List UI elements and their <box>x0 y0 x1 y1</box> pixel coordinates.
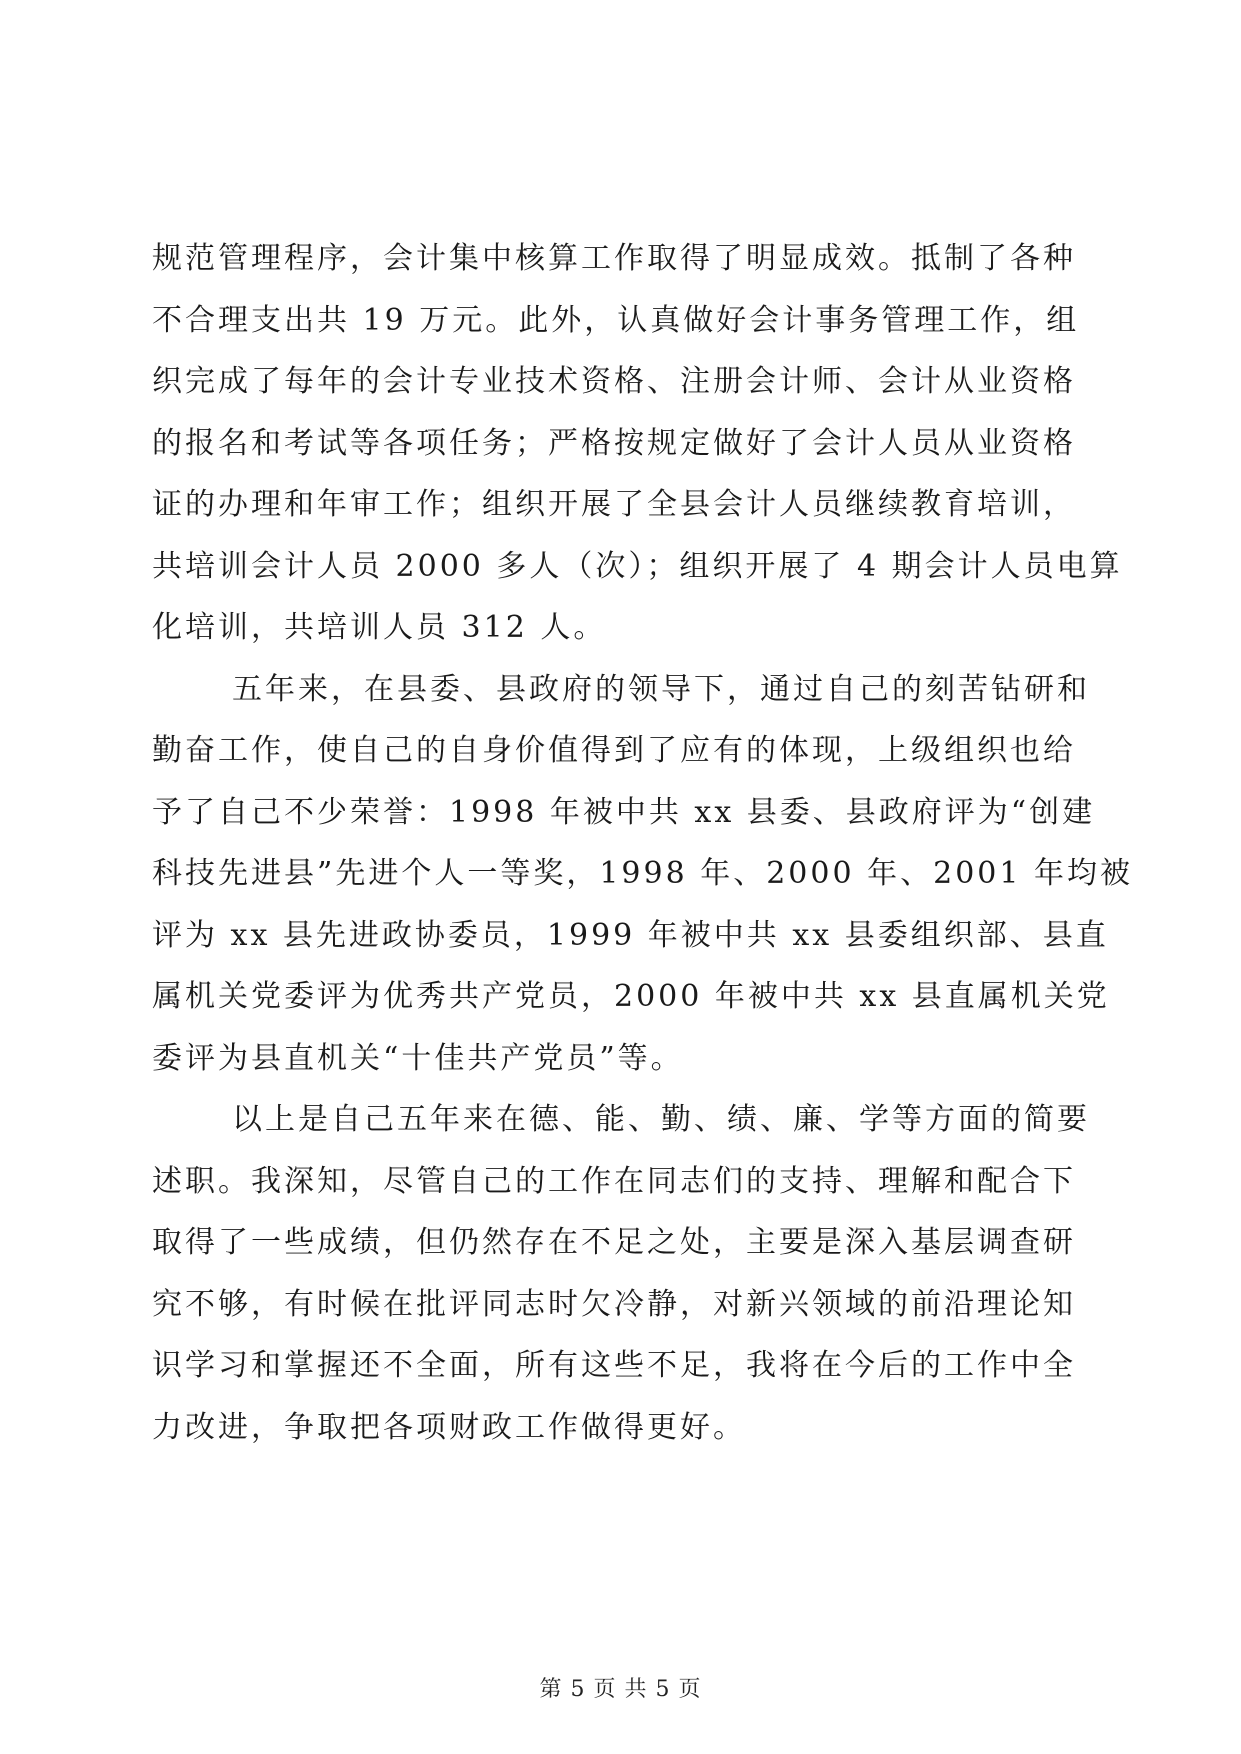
paragraph-3 <box>152 1089 1092 1458</box>
text-line: 以上是自己五年来在德、能、勤、绩、廉、学等方面的简要 <box>232 1102 1090 1137</box>
text-line: 予了自己不少荣誉：1998 年被中共 xx 县委、县政府评为“创建 <box>152 794 1096 830</box>
page-number-footer: 第 5 页 共 5 页 <box>539 1677 702 1702</box>
paragraph-2 <box>152 659 1133 1090</box>
text-line: 科技先进县”先进个人一等奖，1998 年、2000 年、2001 年均被 <box>152 856 1133 891</box>
document-body <box>152 228 1133 1458</box>
text-line: 属机关党委评为优秀共产党员，2000 年被中共 xx 县直属机关党 <box>152 979 1110 1014</box>
text-line: 织完成了每年的会计专业技术资格、注册会计师、会计从业资格 <box>152 364 1076 399</box>
text-line: 取得了一些成绩，但仍然存在不足之处，主要是深入基层调查研 <box>152 1225 1076 1260</box>
text-line: 规范管理程序，会计集中核算工作取得了明显成效。抵制了各种 <box>152 241 1076 276</box>
text-line: 共培训会计人员 2000 多人（次）；组织开展了 4 期会计人员电算 <box>152 548 1123 584</box>
text-line: 勤奋工作，使自己的自身价值得到了应有的体现，上级组织也给 <box>152 733 1076 768</box>
paragraph-1 <box>152 228 1123 659</box>
text-line: 的报名和考试等各项任务；严格按规定做好了会计人员从业资格 <box>152 425 1076 461</box>
text-line: 委评为县直机关“十佳共产党员”等。 <box>152 1040 684 1076</box>
text-line: 识学习和掌握还不全面，所有这些不足，我将在今后的工作中全 <box>152 1348 1076 1383</box>
text-line: 究不够，有时候在批评同志时欠冷静，对新兴领域的前沿理论知 <box>152 1286 1076 1322</box>
text-line: 五年来，在县委、县政府的领导下，通过自己的刻苦钻研和 <box>232 671 1090 707</box>
text-line: 述职。我深知，尽管自己的工作在同志们的支持、理解和配合下 <box>152 1163 1076 1199</box>
text-line: 评为 xx 县先进政协委员，1999 年被中共 xx 县委组织部、县直 <box>152 917 1109 953</box>
text-line: 化培训，共培训人员 312 人。 <box>152 610 607 645</box>
text-line: 不合理支出共 19 万元。此外，认真做好会计事务管理工作，组 <box>152 302 1080 338</box>
text-line: 力改进，争取把各项财政工作做得更好。 <box>152 1409 746 1445</box>
text-line: 证的办理和年审工作；组织开展了全县会计人员继续教育培训， <box>152 487 1076 522</box>
